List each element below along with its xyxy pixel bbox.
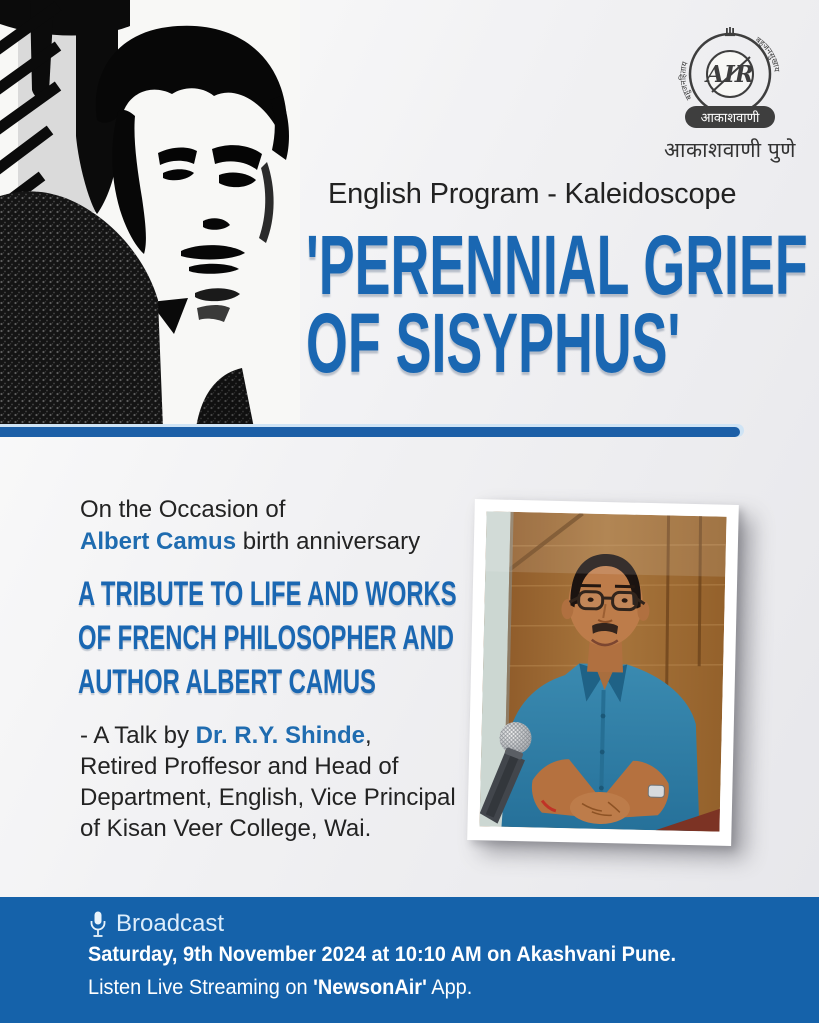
camus-name: Albert Camus <box>80 528 237 555</box>
divider-rule <box>0 424 744 437</box>
tribute-line-2: OF FRENCH PHILOSOPHER AND <box>78 619 454 657</box>
microphone-icon <box>90 911 106 938</box>
speaker-photo <box>467 499 739 846</box>
broadcast-label: Broadcast <box>116 910 225 937</box>
speaker-name: Dr. R.Y. Shinde <box>195 722 365 749</box>
air-motto-right: बहुजनसुखाय <box>753 35 782 73</box>
talk-line-3: Department, English, Vice Principal <box>80 784 456 811</box>
albert-camus-photo <box>0 0 300 428</box>
title-line-1: 'PERENNIAL GRIEF <box>306 218 808 312</box>
tribute-line-1: A TRIBUTE TO LIFE AND WORKS <box>78 575 457 613</box>
poster-title <box>306 218 819 390</box>
broadcast-datetime: Saturday, 9th November 2024 at 10:10 AM on Akashvani Pune. <box>88 943 676 966</box>
broadcast-bar <box>0 897 819 1023</box>
talk-details <box>80 720 456 844</box>
air-logo <box>665 24 795 134</box>
air-monogram: AIR <box>706 61 754 88</box>
occasion-text <box>80 494 420 558</box>
tribute-line-3: AUTHOR ALBERT CAMUS <box>78 663 376 701</box>
occasion-line-1: On the Occasion of <box>80 496 286 523</box>
air-logo-block <box>652 24 808 164</box>
title-line-2: OF SISYPHUS' <box>306 296 681 390</box>
talk-line-2: Retired Proffesor and Head of <box>80 753 399 780</box>
ashoka-emblem-icon <box>725 27 735 36</box>
talk-line-4: of Kisan Veer College, Wai. <box>80 815 372 842</box>
broadcast-streaming: Listen Live Streaming on 'NewsonAir' App. <box>88 976 473 999</box>
talk-line-1: - A Talk by Dr. R.Y. Shinde, <box>80 722 372 749</box>
program-label: English Program - Kaleidoscope <box>328 178 737 210</box>
air-motto-left: बहुजनहिताय <box>678 60 694 102</box>
station-name: आकाशवाणी पुणे <box>664 139 796 162</box>
occasion-line-2: birth anniversary <box>236 528 421 555</box>
logo-banner-text: आकाशवाणी <box>700 110 760 125</box>
newsonair-app-name: 'NewsonAir' <box>313 976 427 999</box>
